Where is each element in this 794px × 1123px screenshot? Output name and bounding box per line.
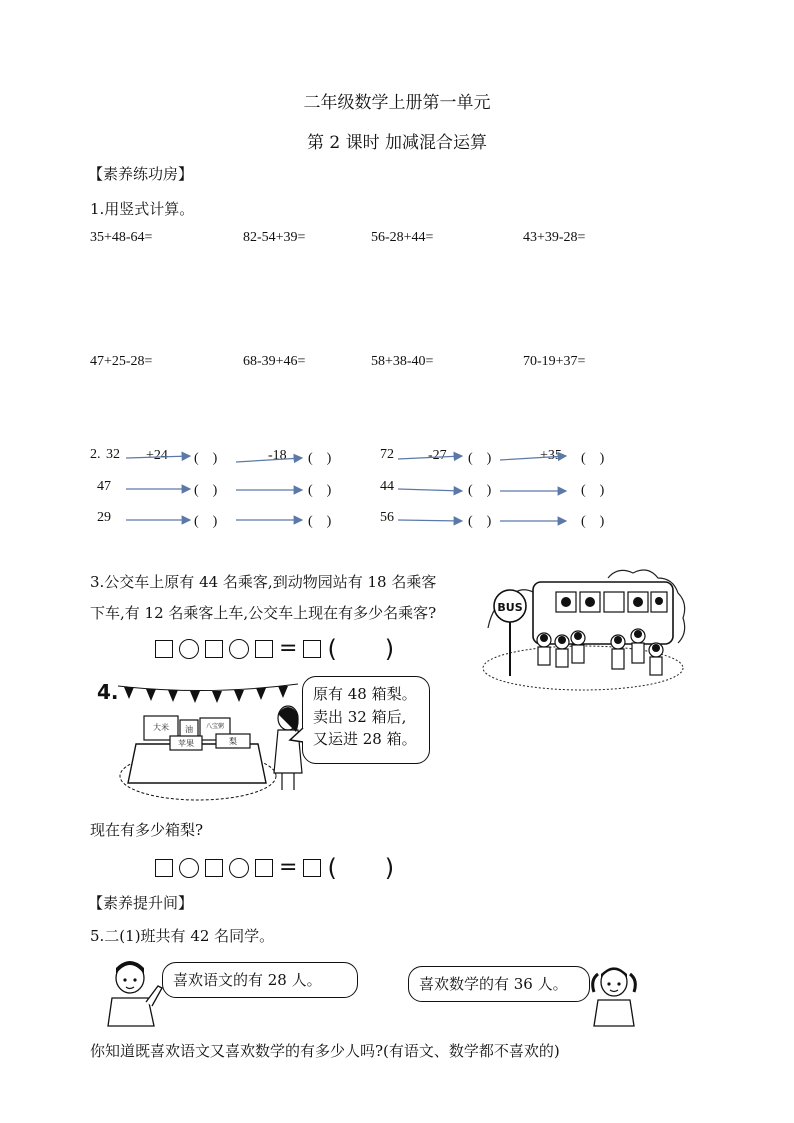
arrow-line xyxy=(398,520,462,521)
bubble-tail xyxy=(288,728,308,748)
bubble-line: 又运进 28 箱。 xyxy=(313,730,417,748)
q2-operation: +35 xyxy=(540,448,562,463)
q2-operation: -18 xyxy=(268,448,287,463)
blank-square[interactable] xyxy=(205,859,223,877)
answer-blank[interactable]: ( ) xyxy=(194,514,218,529)
box-label: 大米 xyxy=(153,723,169,732)
section-heading-practice: 【素养练功房】 xyxy=(88,165,194,183)
box-label: 油 xyxy=(185,725,193,734)
q1-problem: 43+39-28= xyxy=(523,230,586,245)
box-label: 梨 xyxy=(229,737,237,746)
q5-bubble-chinese: 喜欢语文的有 28 人。 xyxy=(162,962,358,998)
q1-problem: 68-39+46= xyxy=(243,354,306,369)
answer-blank[interactable]: ( ) xyxy=(468,451,492,466)
answer-blank[interactable]: ( ) xyxy=(468,483,492,498)
boy-illustration xyxy=(100,958,170,1028)
q4-formula xyxy=(155,856,394,880)
blank-square[interactable] xyxy=(303,859,321,877)
blank-square[interactable] xyxy=(205,640,223,658)
answer-blank[interactable]: ( ) xyxy=(308,451,332,466)
answer-paren[interactable]: ( ) xyxy=(327,635,395,663)
operator-circle[interactable] xyxy=(179,639,199,659)
section-heading-improve: 【素养提升间】 xyxy=(88,894,194,912)
answer-blank[interactable]: ( ) xyxy=(308,483,332,498)
operator-circle[interactable] xyxy=(229,858,249,878)
answer-blank[interactable]: ( ) xyxy=(581,483,605,498)
blank-square[interactable] xyxy=(155,640,173,658)
answer-blank[interactable]: ( ) xyxy=(468,514,492,529)
q4-speech-bubble xyxy=(302,676,430,764)
answer-blank[interactable]: ( ) xyxy=(581,451,605,466)
q3-text-line1: 3.公交车上原有 44 名乘客,到动物园站有 18 名乘客 xyxy=(90,573,437,591)
bus-illustration xyxy=(478,568,698,698)
q1-instruction: 1.用竖式计算。 xyxy=(90,200,195,218)
q1-problem: 56-28+44= xyxy=(371,230,434,245)
q2-start-number: 47 xyxy=(97,479,111,494)
q5-text: 5.二(1)班共有 42 名同学。 xyxy=(90,927,275,945)
q4-number: 4. xyxy=(97,680,119,704)
q2-start-number: 29 xyxy=(97,510,111,525)
q2-start-number: 44 xyxy=(380,479,394,494)
q5-bubble-math: 喜欢数学的有 36 人。 xyxy=(408,966,590,1002)
page-title: 二年级数学上册第一单元 xyxy=(303,93,491,113)
answer-blank[interactable]: ( ) xyxy=(581,514,605,529)
answer-blank[interactable]: ( ) xyxy=(194,483,218,498)
shop-illustration xyxy=(118,678,308,808)
q2-operation: -27 xyxy=(428,448,447,463)
box-label: 苹果 xyxy=(178,739,194,748)
answer-paren[interactable]: ( ) xyxy=(327,854,395,882)
bus-stop-sign-text: BUS xyxy=(497,601,523,614)
answer-blank[interactable]: ( ) xyxy=(308,514,332,529)
equals-sign: = xyxy=(279,855,298,880)
q4-question: 现在有多少箱梨? xyxy=(90,821,204,839)
q2-number: 2. xyxy=(90,447,101,462)
q1-problem: 35+48-64= xyxy=(90,230,153,245)
q3-formula xyxy=(155,637,394,661)
q3-text-line2: 下车,有 12 名乘客上车,公交车上现在有多少名乘客? xyxy=(90,604,437,622)
operator-circle[interactable] xyxy=(179,858,199,878)
lesson-subtitle: 第 2 课时 加减混合运算 xyxy=(306,133,488,153)
q1-problem: 58+38-40= xyxy=(371,354,434,369)
answer-blank[interactable]: ( ) xyxy=(194,451,218,466)
q1-problem: 47+25-28= xyxy=(90,354,153,369)
blank-square[interactable] xyxy=(303,640,321,658)
girl-illustration xyxy=(584,960,644,1030)
q2-start-number: 56 xyxy=(380,510,394,525)
blank-square[interactable] xyxy=(155,859,173,877)
bubble-line: 原有 48 箱梨。 xyxy=(313,685,417,703)
q2-start-number: 32 xyxy=(106,447,120,462)
q1-problem: 70-19+37= xyxy=(523,354,586,369)
box-label: 八宝粥 xyxy=(205,723,225,730)
q2-operation: +24 xyxy=(146,448,168,463)
arrow-line xyxy=(398,489,462,491)
bubble-line: 卖出 32 箱后, xyxy=(313,707,407,726)
equals-sign: = xyxy=(279,636,298,661)
operator-circle[interactable] xyxy=(229,639,249,659)
q2-start-number: 72 xyxy=(380,447,394,462)
q5-question: 你知道既喜欢语文又喜欢数学的有多少人吗?(有语文、数学都不喜欢的) xyxy=(90,1042,560,1060)
blank-square[interactable] xyxy=(255,859,273,877)
blank-square[interactable] xyxy=(255,640,273,658)
q1-problem: 82-54+39= xyxy=(243,230,306,245)
